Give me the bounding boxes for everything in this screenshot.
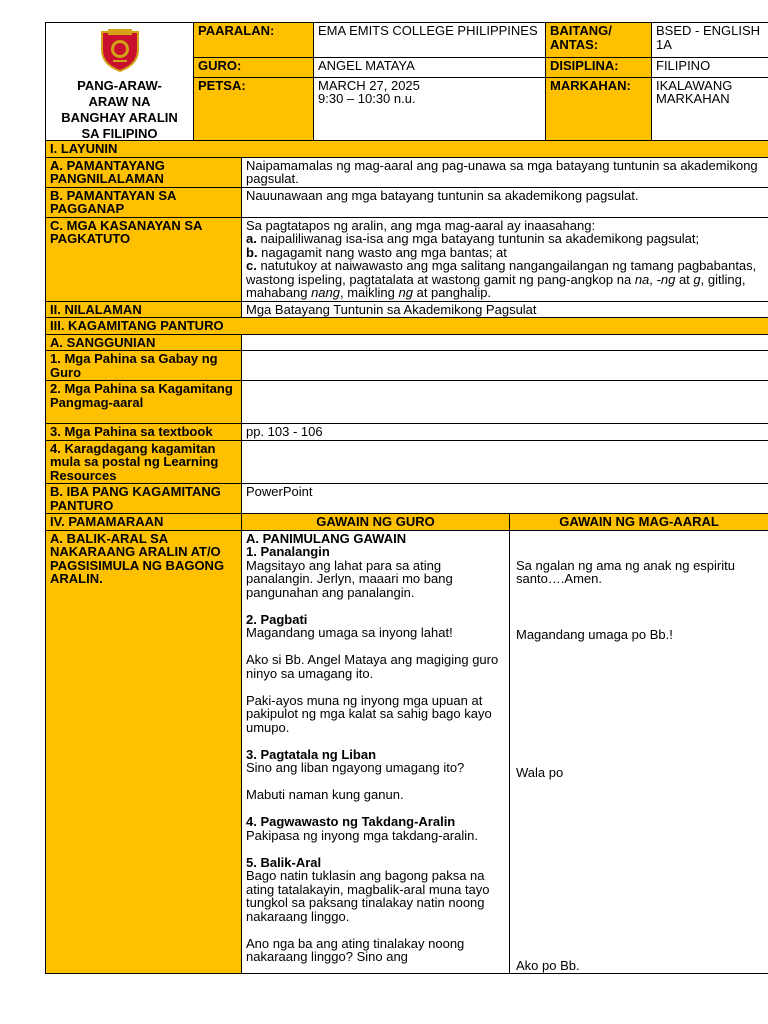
kasanayan-value xyxy=(242,217,768,301)
italic-term: g xyxy=(693,271,701,287)
kasanayan-label: C. MGA KASANAYAN SA PAGKATUTO xyxy=(46,217,242,301)
section-heading: A. PANIMULANG GAWAIN xyxy=(246,530,407,546)
lesson-plan-table xyxy=(45,140,768,974)
pamantayang-pangnilalaman-label: A. PAMANTAYANG PANGNILALAMAN xyxy=(46,157,242,187)
step-text: Mabuti naman kung ganun. xyxy=(246,787,404,802)
pamantayan-sa-pagganap-label: B. PAMANTAYAN SA PAGGANAP xyxy=(46,187,242,217)
gawain-ng-guro-content xyxy=(242,530,510,973)
step-heading: 4. Pagwawasto ng Takdang-Aralin xyxy=(246,814,456,829)
balik-aral-label: A. BALIK-ARAL SA NAKARAANG ARALIN AT/O PAGSISIMULA NG BAGONG ARALIN. xyxy=(46,530,242,973)
learning-resources-label: 4. Karagdagang kagamitan mula sa postal ng Learning Resources xyxy=(46,440,242,484)
time-text: 9:30 – 10:30 n.u. xyxy=(318,91,416,107)
quarter-label: MARKAHAN: xyxy=(546,77,652,143)
objective-letter: b. xyxy=(246,244,258,260)
objective-c: natutukoy at naiwawasto ang mga salitang nangangailangan ng tamang pagbabantas, wastong ispeling, pagtatalata at wastong gamit ng pang-angkop na xyxy=(246,258,757,287)
italic-term: nang xyxy=(311,285,340,300)
iba-pang-kagamitan-label: B. IBA PANG KAGAMITANG PANTURO xyxy=(46,484,242,514)
school-label: PAARALAN: xyxy=(194,23,314,58)
objective-letter: c. xyxy=(246,258,257,273)
objective-a: naipaliliwanag isa-isa ang mga batayang tuntunin sa akademikong pagsulat; xyxy=(256,231,700,246)
step-heading: 1. Panalangin xyxy=(246,544,330,559)
gabay-ng-guro-label: 1. Mga Pahina sa Gabay ng Guro xyxy=(46,351,242,381)
date-label: PETSA: xyxy=(194,77,314,143)
pamantayang-pangnilalaman-value: Naipamamalas ng mag-aaral ang pag-unawa sa mga batayang tuntunin sa akademikong pagsulat. xyxy=(242,157,768,187)
pamamaraan-label: IV. PAMAMARAAN xyxy=(46,514,242,531)
layunin-heading: I. LAYUNIN xyxy=(46,141,768,158)
step-text: Paki-ayos muna ng inyong mga upuan at pakipulot ng mga kalat sa sahig bago kayo umupo. xyxy=(246,692,492,735)
title-line: ARAW NA xyxy=(88,94,151,109)
lesson-plan-title xyxy=(50,76,189,142)
school-seal-icon xyxy=(98,28,142,72)
textbook-label: 3. Mga Pahina sa textbook xyxy=(46,424,242,441)
grade-label: BAITANG/ ANTAS: xyxy=(546,23,652,58)
objective-c-text: , xyxy=(649,271,657,287)
objective-c-text: at panghalip. xyxy=(412,285,492,300)
italic-term: ng xyxy=(398,285,413,300)
pamantayan-sa-pagganap-value: Nauunawaan ang mga batayang tuntunin sa akademikong pagsulat. xyxy=(242,187,768,217)
kagamitang-panturo-heading: III. KAGAMITANG PANTURO xyxy=(46,318,768,335)
gabay-ng-guro-value xyxy=(242,351,768,381)
student-response: Sa ngalan ng ama ng anak ng espiritu santo….Amen. xyxy=(516,557,735,586)
kagamitang-pangmagaaral-label: 2. Mga Pahina sa Kagamitang Pangmag-aaral xyxy=(46,381,242,424)
step-text: Sino ang liban ngayong umagang ito? xyxy=(246,760,465,775)
objective-letter: a. xyxy=(246,231,257,246)
gawain-ng-magaaral-header: GAWAIN NG MAG-AARAL xyxy=(510,514,768,531)
student-response: Magandang umaga po Bb.! xyxy=(516,626,673,642)
discipline-label: DISIPLINA: xyxy=(546,58,652,77)
sanggunian-value xyxy=(242,334,768,351)
italic-term: -ng xyxy=(656,271,676,287)
step-text: Pakipasa ng inyong mga takdang-aralin. xyxy=(246,827,478,843)
step-text: Bago natin tuklasin ang bagong paksa na ating tatalakayin, magbalik-aral muna tayo tungkol sa paksang tinalakay natin noong nakaraang linggo. xyxy=(246,868,490,924)
nilalaman-label: II. NILALAMAN xyxy=(46,301,242,318)
header-table xyxy=(45,22,768,144)
step-text: Ako si Bb. Angel Mataya ang magiging guro ninyo sa umagang ito. xyxy=(246,652,499,681)
title-line: SA FILIPINO xyxy=(81,126,158,141)
date-text: MARCH 27, 2025 xyxy=(318,77,420,93)
title-line: PANG-ARAW- xyxy=(77,78,162,93)
teacher-value: ANGEL MATAYA xyxy=(314,58,546,77)
teacher-label: GURO: xyxy=(194,58,314,77)
title-line: BANGHAY ARALIN xyxy=(61,110,178,125)
quarter-value: IKALAWANG MARKAHAN xyxy=(652,77,768,143)
gawain-ng-magaaral-content xyxy=(510,530,768,973)
objective-c-text: , gitling, mahabang xyxy=(246,271,746,300)
kasanayan-intro: Sa pagtatapos ng aralin, ang mga mag-aaral ay inaasahang: xyxy=(246,217,596,233)
school-value: EMA EMITS COLLEGE PHILIPPINES xyxy=(314,23,546,58)
step-heading: 2. Pagbati xyxy=(246,611,308,627)
learning-resources-value xyxy=(242,440,768,484)
student-response: Ako po Bb. xyxy=(516,957,580,973)
step-text: Ano nga ba ang ating tinalakay noong nakaraang linggo? Sino ang xyxy=(246,935,465,964)
school-logo-cell xyxy=(46,23,194,144)
iba-pang-kagamitan-value: PowerPoint xyxy=(242,484,768,514)
step-heading: 3. Pagtatala ng Liban xyxy=(246,746,377,762)
step-text: Magsitayo ang lahat para sa ating panalangin. Jerlyn, maaari mo bang pangunahan ang panalangin. xyxy=(246,557,453,600)
objective-b: nagagamit nang wasto ang mga bantas; at xyxy=(257,244,507,260)
objective-c-text: at xyxy=(675,271,694,287)
grade-value: BSED - ENGLISH 1A xyxy=(652,23,768,58)
discipline-value: FILIPINO xyxy=(652,58,768,77)
italic-term: na xyxy=(634,271,650,287)
gawain-ng-guro-header: GAWAIN NG GURO xyxy=(242,514,510,531)
kagamitang-pangmagaaral-value xyxy=(242,381,768,424)
step-heading: 5. Balik-Aral xyxy=(246,854,322,870)
student-response: Wala po xyxy=(516,764,564,780)
date-value xyxy=(314,77,546,143)
textbook-value: pp. 103 - 106 xyxy=(242,424,768,441)
step-text: Magandang umaga sa inyong lahat! xyxy=(246,625,453,640)
sanggunian-label: A. SANGGUNIAN xyxy=(46,334,242,351)
objective-c-text: , maikling xyxy=(339,285,399,300)
nilalaman-value: Mga Batayang Tuntunin sa Akademikong Pagsulat xyxy=(242,301,768,318)
